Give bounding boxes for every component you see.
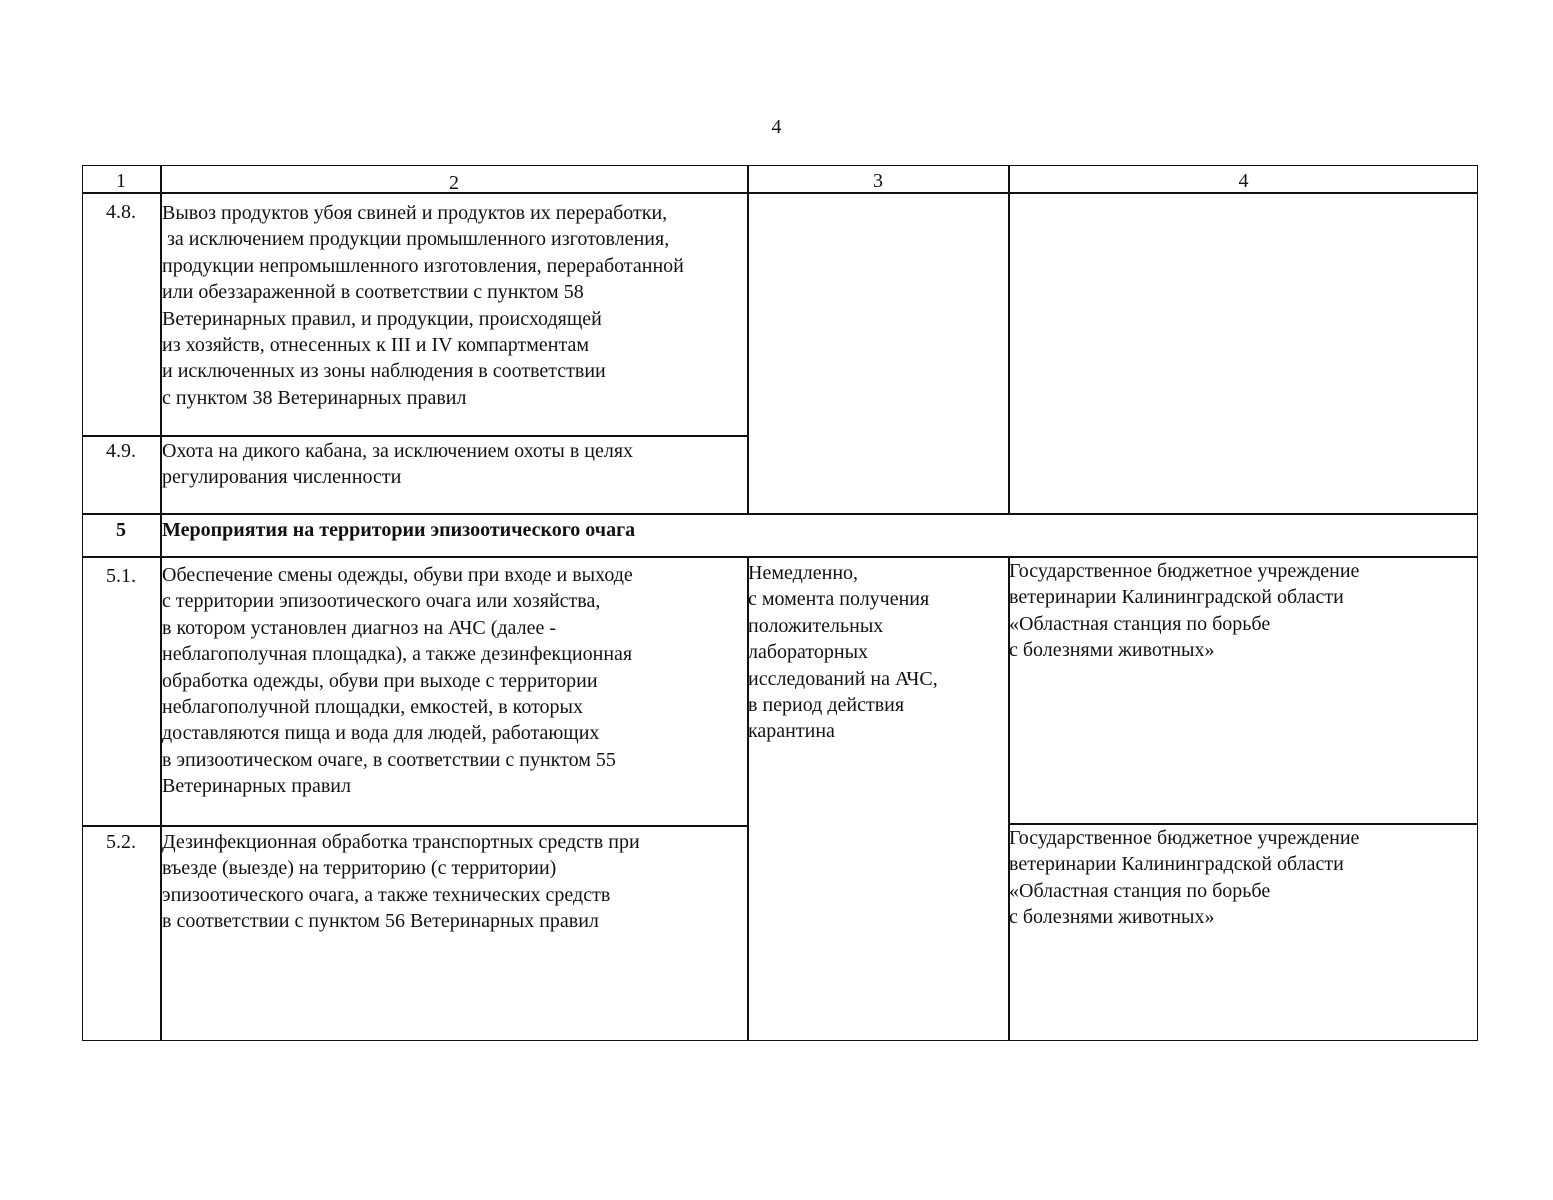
col-divider-3-top [1008, 165, 1010, 513]
section-5-number: 5 [116, 519, 126, 541]
header-col-2: 2 [449, 172, 459, 194]
section-top [82, 513, 1478, 515]
row-5-2-text: Дезинфекционная обработка транспортных средств при въезде (выезде) на территорию (с территории) эпизоотического очага, а также технических средств в соответствии с пунктом 56 Ветеринарных правил [162, 831, 640, 933]
row-5-2-responsible: Государственное бюджетное учреждение ветеринарии Калининградской области «Областная станция по борьбе с болезнями животных» [1009, 827, 1360, 929]
col-divider-2-top [747, 165, 749, 513]
header-col-3: 3 [873, 170, 883, 192]
row-divider-48-49 [82, 435, 748, 437]
header-col-1: 1 [116, 170, 126, 192]
row-5-1-term: Немедленно, с момента получения положительных лабораторных исследований на АЧС, в период действия карантина [748, 562, 938, 743]
row-4-8-number: 4.8. [106, 201, 136, 223]
page-number: 4 [771, 116, 782, 138]
row-4-9-number: 4.9. [106, 440, 136, 462]
header-col-4: 4 [1238, 170, 1249, 192]
row-5-2-number: 5.2. [106, 831, 136, 853]
row-divider-51-52-left [82, 825, 748, 827]
row-5-1-responsible: Государственное бюджетное учреждение ветеринарии Калининградской области «Областная станция по борьбе с болезнями животных» [1009, 560, 1360, 662]
row-5-1-number: 5.1. [106, 565, 136, 587]
section-5-title: Мероприятия на территории эпизоотического очага [162, 519, 636, 541]
measures-table [82, 165, 1478, 1041]
row-4-8-text: Вывоз продуктов убоя свиней и продуктов их переработки, за исключением продукции промышленного изготовления, продукции непромышленного изготовления, переработанной или обеззараженной в соответствии с пунктом 58 Ветеринарных правил, и продукции, происходящей из хозяйств, отнесенных к III и IV компартментам и исключенных из зоны наблюдения в соответствии с пунктом 38 Ветеринарных правил [162, 202, 684, 409]
row-4-9-text: Охота на дикого кабана, за исключением охоты в целях регулирования численности [162, 440, 634, 489]
row-5-1-text: Обеспечение смены одежды, обуви при входе и выходе с территории эпизоотического очага или хозяйства, в котором установлен диагноз на АЧС (далее - неблагополучная площадка), а также дезинфекционная обработка одежды, обуви при выходе с территории неблагополучной площадки, емкостей, в которых доставляются пища и вода для людей, работающих в эпизоотическом очаге, в соответствии с пунктом 55 Ветеринарных правил [162, 564, 633, 798]
